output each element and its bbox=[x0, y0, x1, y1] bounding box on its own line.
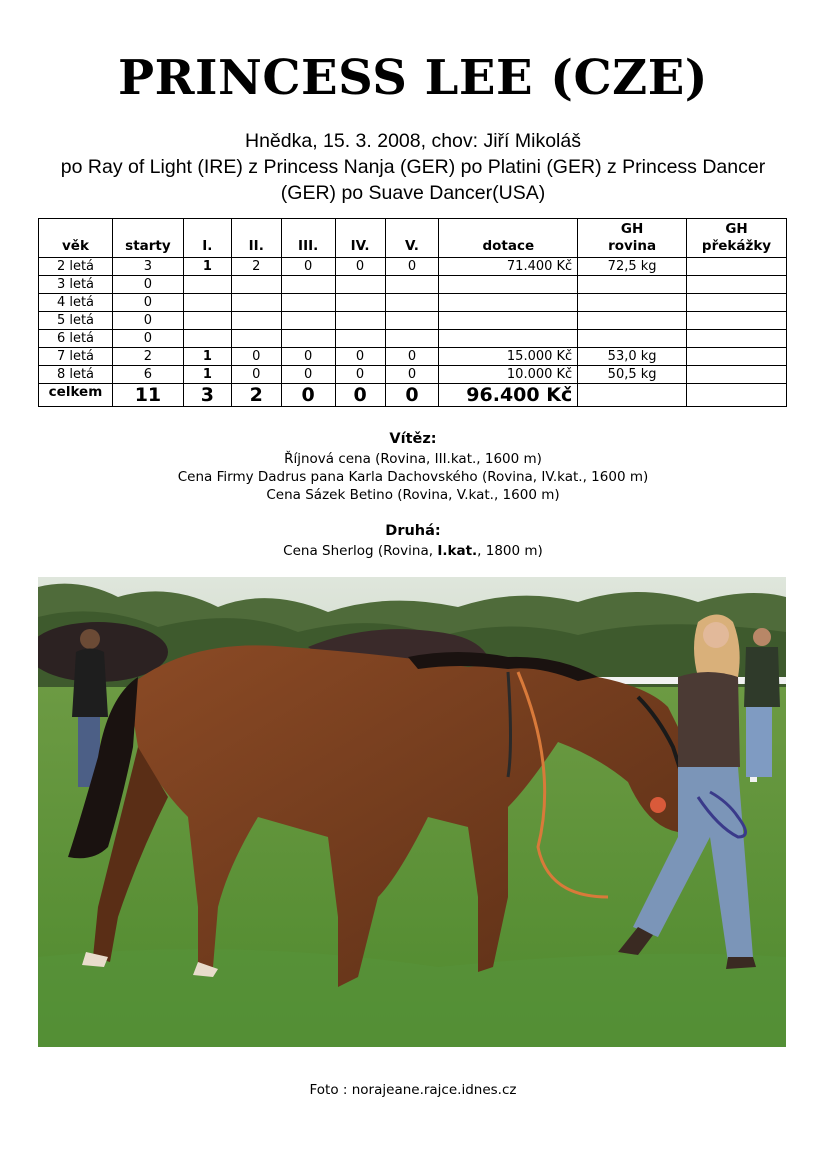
winner-race-3: Cena Sázek Betino (Rovina, V.kat., 1600 m) bbox=[266, 487, 560, 503]
cell-third bbox=[281, 312, 335, 330]
cell-first bbox=[183, 330, 231, 348]
cell-gh-flat: 50,5 kg bbox=[578, 366, 687, 384]
col-fifth: V. bbox=[385, 219, 439, 258]
cell-gh-flat bbox=[578, 276, 687, 294]
cell-prize bbox=[439, 294, 578, 312]
cell-prize bbox=[439, 312, 578, 330]
cell-age: 3 letá bbox=[39, 276, 113, 294]
photo-credit: Foto : norajeane.rajce.idnes.cz bbox=[309, 1082, 517, 1098]
col-first: I. bbox=[183, 219, 231, 258]
cell-age: 7 letá bbox=[39, 348, 113, 366]
cell-second bbox=[231, 312, 281, 330]
cell-gh-jump bbox=[687, 276, 787, 294]
table-row bbox=[39, 276, 787, 294]
cell-fifth bbox=[385, 312, 439, 330]
pedigree-line-3: (GER) po Suave Dancer(USA) bbox=[280, 182, 546, 204]
table-header-row bbox=[39, 219, 787, 258]
cell-gh-flat: 72,5 kg bbox=[578, 258, 687, 276]
cell-fifth: 0 bbox=[385, 258, 439, 276]
pedigree-line-2: po Ray of Light (IRE) z Princess Nanja (GER) po Platini (GER) z Princess Dancer bbox=[60, 156, 766, 178]
cell-second bbox=[231, 330, 281, 348]
total-gh-jump bbox=[687, 384, 787, 407]
total-starts: 11 bbox=[112, 384, 183, 407]
cell-third bbox=[281, 294, 335, 312]
cell-starts: 0 bbox=[112, 276, 183, 294]
cell-gh-flat bbox=[578, 330, 687, 348]
winner-race-1: Říjnová cena (Rovina, III.kat., 1600 m) bbox=[284, 451, 542, 467]
cell-fourth bbox=[335, 294, 385, 312]
col-fourth: IV. bbox=[335, 219, 385, 258]
cell-fourth: 0 bbox=[335, 366, 385, 384]
cell-fourth bbox=[335, 312, 385, 330]
cell-third: 0 bbox=[281, 348, 335, 366]
cell-first bbox=[183, 294, 231, 312]
cell-starts: 2 bbox=[112, 348, 183, 366]
cell-fourth bbox=[335, 276, 385, 294]
col-starts: starty bbox=[112, 219, 183, 258]
cell-third bbox=[281, 330, 335, 348]
horse-photo bbox=[38, 577, 786, 1047]
cell-second bbox=[231, 276, 281, 294]
cell-gh-jump bbox=[687, 258, 787, 276]
cell-third: 0 bbox=[281, 258, 335, 276]
total-first: 3 bbox=[183, 384, 231, 407]
table-row bbox=[39, 258, 787, 276]
winner-race-2: Cena Firmy Dadrus pana Karla Dachovského (Rovina, IV.kat., 1600 m) bbox=[177, 469, 649, 485]
cell-second: 0 bbox=[231, 366, 281, 384]
cell-age: 6 letá bbox=[39, 330, 113, 348]
total-second: 2 bbox=[231, 384, 281, 407]
cell-fourth: 0 bbox=[335, 348, 385, 366]
col-prize: dotace bbox=[439, 219, 578, 258]
cell-fifth bbox=[385, 294, 439, 312]
cell-fifth: 0 bbox=[385, 348, 439, 366]
cell-fourth: 0 bbox=[335, 258, 385, 276]
col-second: II. bbox=[231, 219, 281, 258]
cell-gh-flat bbox=[578, 294, 687, 312]
total-fourth: 0 bbox=[335, 384, 385, 407]
second-place-section bbox=[0, 522, 826, 560]
cell-fourth bbox=[335, 330, 385, 348]
table-row bbox=[39, 348, 787, 366]
table-row bbox=[39, 366, 787, 384]
cell-second bbox=[231, 294, 281, 312]
cell-gh-flat: 53,0 kg bbox=[578, 348, 687, 366]
cell-gh-jump bbox=[687, 330, 787, 348]
pedigree-line-1: Hnědka, 15. 3. 2008, chov: Jiří Mikoláš bbox=[244, 130, 581, 152]
col-third: III. bbox=[281, 219, 335, 258]
cell-first bbox=[183, 276, 231, 294]
cell-fifth bbox=[385, 276, 439, 294]
cell-prize bbox=[439, 276, 578, 294]
cell-gh-jump bbox=[687, 348, 787, 366]
table-row bbox=[39, 294, 787, 312]
winner-heading: Vítěz: bbox=[389, 431, 437, 447]
cell-first: 1 bbox=[183, 366, 231, 384]
cell-prize: 15.000 Kč bbox=[439, 348, 578, 366]
cell-starts: 6 bbox=[112, 366, 183, 384]
cell-prize bbox=[439, 330, 578, 348]
cell-prize: 10.000 Kč bbox=[439, 366, 578, 384]
col-gh-flat: GH rovina bbox=[578, 219, 687, 258]
cell-fifth: 0 bbox=[385, 366, 439, 384]
cell-first bbox=[183, 312, 231, 330]
cell-age: 4 letá bbox=[39, 294, 113, 312]
col-age: věk bbox=[39, 219, 113, 258]
total-row bbox=[39, 384, 787, 407]
cell-gh-jump bbox=[687, 366, 787, 384]
cell-second: 0 bbox=[231, 348, 281, 366]
pedigree-info bbox=[30, 128, 796, 206]
total-label: celkem bbox=[39, 384, 113, 407]
horse-name-title: PRINCESS LEE (CZE) bbox=[118, 50, 708, 106]
total-third: 0 bbox=[281, 384, 335, 407]
cell-gh-jump bbox=[687, 294, 787, 312]
cell-starts: 0 bbox=[112, 330, 183, 348]
cell-age: 2 letá bbox=[39, 258, 113, 276]
cell-second: 2 bbox=[231, 258, 281, 276]
cell-starts: 0 bbox=[112, 294, 183, 312]
cell-age: 8 letá bbox=[39, 366, 113, 384]
cell-gh-flat bbox=[578, 312, 687, 330]
cell-prize: 71.400 Kč bbox=[439, 258, 578, 276]
table-row bbox=[39, 312, 787, 330]
horse-photo-image bbox=[38, 577, 786, 1047]
winner-section bbox=[0, 430, 826, 504]
cell-third: 0 bbox=[281, 366, 335, 384]
cell-first: 1 bbox=[183, 348, 231, 366]
total-fifth: 0 bbox=[385, 384, 439, 407]
cell-third bbox=[281, 276, 335, 294]
cell-fifth bbox=[385, 330, 439, 348]
col-gh-jump: GH překážky bbox=[687, 219, 787, 258]
cell-starts: 3 bbox=[112, 258, 183, 276]
race-stats-table bbox=[38, 218, 787, 407]
cell-starts: 0 bbox=[112, 312, 183, 330]
second-heading: Druhá: bbox=[385, 523, 441, 539]
total-gh-flat bbox=[578, 384, 687, 407]
cell-first: 1 bbox=[183, 258, 231, 276]
total-prize: 96.400 Kč bbox=[439, 384, 578, 407]
second-race-1: Cena Sherlog (Rovina, I.kat., 1800 m) bbox=[283, 543, 543, 559]
cell-age: 5 letá bbox=[39, 312, 113, 330]
table-row bbox=[39, 330, 787, 348]
cell-gh-jump bbox=[687, 312, 787, 330]
